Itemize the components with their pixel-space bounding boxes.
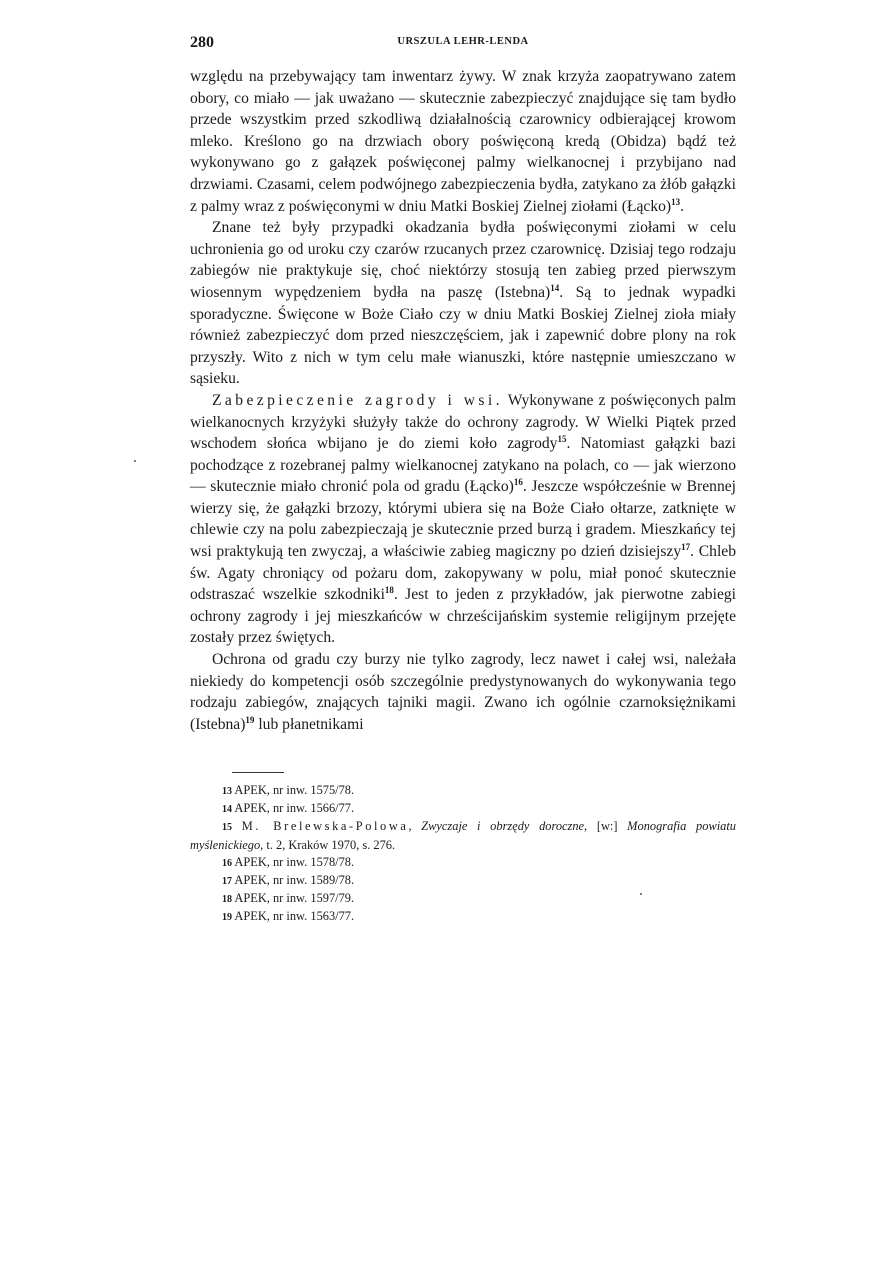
scan-speck — [134, 460, 136, 462]
paragraph-text: . Jest to jeden z przykładów, jak pierwotne zabiegi ochrony zagrody i jej mieszkańców w chrześcijańskim systemie religijnym przejęte zostały przez świętych. — [190, 586, 736, 647]
paragraph-text: . Jeszcze współcześnie w Brennej wierzy się, że gałązki brzozy, którymi ubiera się na Boże Ciało ołtarze, zatknięte w chlewie czy na polu zabezpieczają je skutecznie przed burzą i gradem. Mieszkańcy tej wsi praktykują ten zwyczaj, a właściwie zabieg magiczny po dzień dzisiejszy — [190, 478, 737, 561]
paragraph-4 — [190, 649, 736, 735]
footnote-ref-13: 13 — [671, 196, 681, 207]
footnote-ref-16: 16 — [513, 477, 523, 488]
page-number: 280 — [190, 34, 214, 51]
footnote-ref-17: 17 — [681, 542, 691, 553]
paragraph-1 — [190, 66, 736, 217]
footnote-number: 17 — [222, 876, 232, 888]
footnote-text: APEK, nr inw. 1578/78. — [234, 854, 355, 869]
footnote-14 — [190, 800, 736, 818]
footnote-rule — [232, 772, 284, 773]
footnote-number: 14 — [222, 804, 232, 816]
footnote-ref-18: 18 — [384, 585, 394, 596]
footnote-text: APEK, nr inw. 1566/77. — [234, 801, 355, 816]
footnote-number: 13 — [222, 786, 232, 797]
paragraph-text: . Natomiast gałązki bazi pochodzące z rozebranej palmy wielkanocnej zatykano na polach, co — jak wierzono — skutecznie miało chronić pola od gradu (Łącko) — [190, 435, 736, 496]
paragraph-3 — [190, 390, 736, 649]
paragraph-text: . Są to jednak wypadki sporadyczne. Święcone w Boże Ciało czy w dniu Matki Boskiej Zielnej zioła miały również zabezpieczyć dom przed nieszczęściem, jak i zapewnić dobre plony na rok przyszły. Wito z nich w tym celu małe wianuszki, które następnie umieszczano w sąsieku. — [190, 283, 736, 388]
paragraph-2 — [190, 217, 736, 390]
footnote-number: 18 — [222, 894, 232, 906]
footnote-title: Zwyczaje i obrzędy doroczne, — [421, 819, 588, 834]
footnote-text: APEK, nr inw. 1563/77. — [234, 909, 355, 924]
footnote-ref-14: 14 — [550, 282, 560, 293]
page-header — [190, 34, 736, 54]
footnote-ref-15: 15 — [557, 434, 567, 445]
footnote-author: M. Brelewska-Polowa — [241, 819, 409, 834]
footnote-number: 15 — [222, 822, 232, 834]
paragraph-text: lub płanetnikami — [254, 715, 364, 733]
footnote-ref-19: 19 — [245, 714, 255, 725]
paragraph-text: Znane też były przypadki okadzania bydła poświęconymi ziołami w celu uchronienia go od uroku czy czarów rzucanych przez czarownicę. Dzisiaj tego rodzaju zabiegów nie praktykuje się, choć niektórzy stosują ten zabieg przed pierwszym wiosennym wypędzeniem bydła na paszę (Istebna) — [190, 219, 736, 301]
paragraph-text: Wykonywane z poświęconych palm wielkanocnych krzyżyki służyły także do ochrony zagrody. W Wielki Piątek przed wschodem słońca wbijano je do ziemi koło zagrody — [190, 391, 736, 453]
footnote-15: 15 M. Brelewska-Polowa, Zwyczaje i obrzędy doroczne, [w:] Monografia powiatu myślenickiego, t. 2, Kraków 1970, s. 276. — [190, 819, 736, 852]
footnote-13 — [190, 782, 736, 800]
footnote-text: [w:] — [587, 819, 628, 834]
footnote-16 — [190, 854, 736, 872]
body-text — [190, 66, 736, 735]
paragraph-text: względu na przebywający tam inwentarz żywy. W znak krzyża zaopatrywano zatem obory, co miało — jak uważano — skutecznie zabezpieczyć znajdujące się tam bydło przede wszystkim przed szkodliwą działalnością czarownicy odbierającej krowom mleko. Kreślono go na drzwiach obory poświęconą kredą (Obidza) bądź też wykonywano go z gałązek poświęconej palmy wielkanocnej i przybijano nad drzwiami. Czasami, celem podwójnego zabezpieczenia bydła, zatykano za żłób gałązki z palmy wraz z poświęconymi w dniu Matki Boskiej Zielnej ziołami (Łącko) — [190, 68, 736, 215]
paragraph-text: Ochrona od gradu czy burzy nie tylko zagrody, lecz nawet i całej wsi, należała niekiedy do kompetencji osób szczególnie predystynowanych do wykonywania tego rodzaju zabiegów, znających tajniki magii. Zwano ich ogólnie czarnoksiężnikami (Istebna) — [190, 651, 736, 733]
footnote-text: APEK, nr inw. 1597/79. — [234, 891, 355, 906]
footnote-text: t. 2, Kraków 1970, s. 276. — [263, 837, 396, 852]
paragraph-text: . — [680, 197, 685, 215]
footnote-text: APEK, nr inw. 1589/78. — [234, 873, 355, 888]
footnote-text: APEK, nr inw. 1575/78. — [234, 783, 355, 797]
paragraph-text: . Chleb św. Agaty chroniący od pożaru dom, zakopywany w polu, miał ponoć skutecznie odstraszać wszelkie szkodniki — [190, 543, 737, 604]
footnote-book-title: Monografia powiatu myślenickiego, — [190, 819, 736, 852]
section-heading: Zabezpieczenie zagrody i wsi. — [212, 391, 503, 409]
footnote-17 — [190, 872, 736, 890]
footnote-number: 19 — [222, 912, 232, 924]
running-head: URSZULA LEHR-LENDA — [397, 36, 529, 47]
footnotes — [190, 782, 736, 927]
footnote-number: 16 — [222, 857, 232, 869]
scan-speck — [640, 893, 642, 895]
footnote-19 — [190, 908, 736, 926]
footnote-18 — [190, 890, 736, 908]
